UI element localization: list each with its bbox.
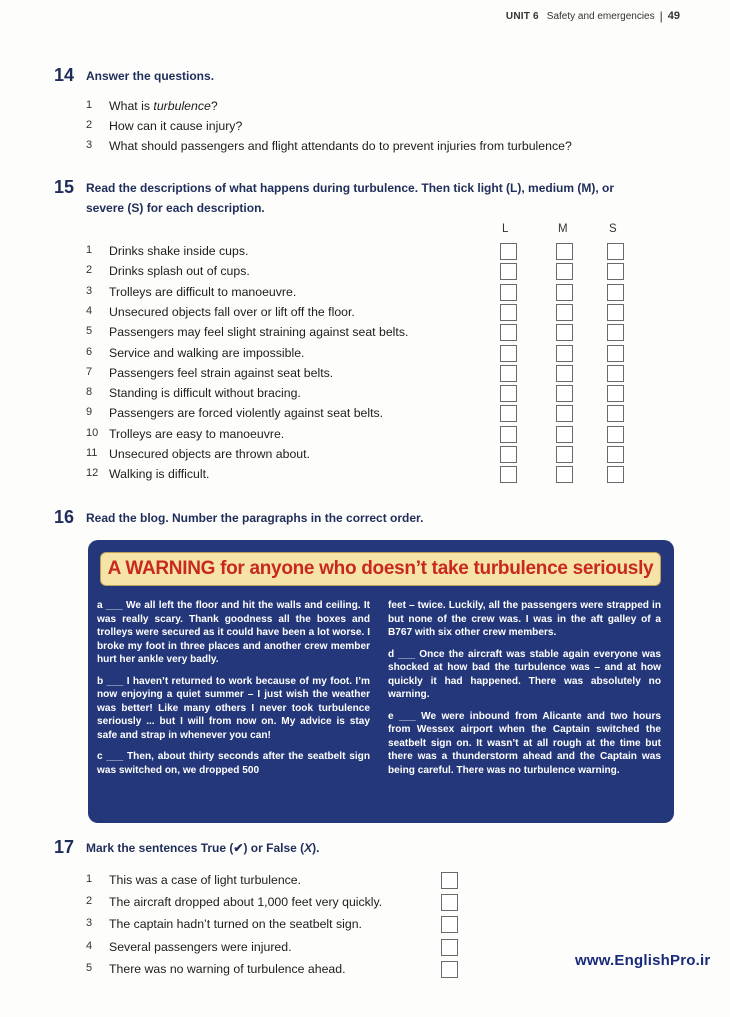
exercise-17-heading (54, 838, 320, 858)
item-number: 4 (86, 304, 93, 317)
exercise-14-heading (54, 66, 214, 86)
checkbox-medium[interactable] (556, 263, 573, 280)
item-text: Standing is difficult without bracing. (109, 386, 301, 401)
checkbox-medium[interactable] (556, 284, 573, 301)
checkbox-medium[interactable] (556, 324, 573, 341)
checkbox-light[interactable] (500, 365, 517, 382)
checkbox-severe[interactable] (607, 466, 624, 483)
description-item (86, 346, 304, 360)
cross-mark: X (304, 841, 313, 855)
header-separator: | (659, 9, 663, 23)
blog-paragraph-b: b ___ I haven’t returned to work because of my foot. I’m now enjoying a quiet summer – I just wish the weather was better! Like many others I never took turbulence seriously ... but I will from now on. My advice is stay safe and strap in whenever you can! (97, 675, 370, 741)
item-number: 5 (86, 325, 93, 338)
checkbox-severe[interactable] (607, 365, 624, 382)
checkbox-medium[interactable] (556, 304, 573, 321)
description-item (86, 244, 248, 258)
item-text: How can it cause injury? (109, 119, 243, 133)
item-number: 4 (86, 939, 93, 952)
website-watermark: www.EnglishPro.ir (575, 952, 711, 969)
blog-paragraph-a: a ___ We all left the floor and hit the walls and ceiling. It was really scary. Thank goodness all the boxes and trolleys were secured as it could have been a lot worse. I broke my foot in three places and another crew member hurt her ankle very badly. (97, 600, 370, 665)
blog-paragraph-e: e ___ We were inbound from Alicante and two hours from Wessex airport when the Captain switched the seatbelt sign on. It wasn’t at all rough at the time but there was a thunderstorm ahead and the Captain was being careful. There was no turbulence warning. (388, 710, 661, 776)
item-text: Trolleys are difficult to manoeuvre. (109, 284, 297, 299)
description-item (86, 427, 284, 441)
checkbox-medium[interactable] (556, 405, 573, 422)
blog-paragraph-d: d ___ Once the aircraft was stable again everyone was shocked at how bad the turbulence was – and at how quickly it had happened. There was absolutely no warning. (388, 648, 661, 700)
checkbox-severe[interactable] (607, 446, 624, 463)
unit-title: Safety and emergencies (546, 10, 655, 22)
tick-mark: ✔ (233, 841, 244, 855)
page-header (506, 9, 680, 23)
exercise-instruction: Read the descriptions of what happens during turbulence. Then tick light (L), medium (M), or severe (S) for each description. (86, 181, 615, 215)
item-text: Walking is difficult. (109, 467, 210, 482)
column-header-light: L (502, 223, 509, 235)
item-text: Trolleys are easy to manoeuvre. (109, 426, 285, 441)
true-false-checkbox[interactable] (441, 894, 458, 911)
description-item (86, 467, 209, 481)
item-text: This was a case of light turbulence. (109, 873, 302, 887)
checkbox-medium[interactable] (556, 385, 573, 402)
checkbox-severe[interactable] (607, 385, 624, 402)
item-number: 2 (86, 264, 93, 277)
item-number: 1 (86, 873, 93, 885)
blog-title: A WARNING for anyone who doesn’t take turbulence seriously (107, 558, 654, 579)
item-number: 3 (86, 139, 93, 151)
true-false-checkbox[interactable] (441, 961, 458, 978)
item-number: 7 (86, 365, 93, 378)
item-number: 8 (86, 386, 93, 399)
checkbox-light[interactable] (500, 446, 517, 463)
checkbox-severe[interactable] (607, 243, 624, 260)
item-text: Several passengers were injured. (109, 939, 292, 954)
checkbox-light[interactable] (500, 284, 517, 301)
exercise-15-heading (54, 178, 614, 218)
exercise-16-heading (54, 508, 423, 528)
item-text: Unsecured objects are thrown about. (109, 447, 310, 461)
item-text: What should passengers and flight attendants do to prevent injuries from turbulence? (109, 139, 572, 153)
blog-panel (88, 540, 674, 823)
page-number: 49 (667, 10, 680, 22)
unit-label: UNIT 6 (505, 10, 539, 22)
blog-paragraph-c: c ___ Then, about thirty seconds after the seatbelt sign was switched on, we dropped 500 (97, 751, 370, 776)
exercise-number: 16 (54, 507, 75, 527)
blog-right-column (388, 599, 661, 785)
statement-item (86, 962, 346, 976)
item-text: There was no warning of turbulence ahead. (109, 961, 346, 976)
item-text: Passengers may feel slight straining against seat belts. (109, 325, 409, 340)
exercise-instruction: Mark the sentences True (✔) or False (X). (86, 841, 320, 855)
item-text: The aircraft dropped about 1,000 feet very quickly. (109, 895, 383, 910)
item-number: 6 (86, 345, 93, 358)
blog-paragraph-c-continued: feet – twice. Luckily, all the passengers were strapped in but none of the crew was. I was in the aft galley of a B767 with six other crew members. (388, 600, 661, 638)
checkbox-light[interactable] (500, 426, 517, 443)
description-item (86, 305, 355, 319)
item-number: 1 (86, 99, 93, 111)
checkbox-light[interactable] (500, 263, 517, 280)
statement-item (86, 940, 292, 954)
checkbox-severe[interactable] (607, 304, 624, 321)
checkbox-severe[interactable] (607, 405, 624, 422)
true-false-checkbox[interactable] (441, 916, 458, 933)
checkbox-severe[interactable] (607, 426, 624, 443)
item-number: 10 (86, 426, 99, 439)
checkbox-light[interactable] (500, 324, 517, 341)
question-item (86, 139, 572, 153)
checkbox-severe[interactable] (607, 345, 624, 362)
checkbox-severe[interactable] (607, 263, 624, 280)
true-false-checkbox[interactable] (441, 939, 458, 956)
checkbox-light[interactable] (500, 304, 517, 321)
description-item (86, 264, 250, 278)
item-number: 1 (86, 244, 93, 256)
checkbox-light[interactable] (500, 405, 517, 422)
item-number: 11 (86, 447, 98, 459)
checkbox-medium[interactable] (556, 446, 573, 463)
item-text: Service and walking are impossible. (109, 345, 305, 360)
blog-left-column (97, 599, 370, 785)
checkbox-light[interactable] (500, 243, 517, 260)
description-item (86, 386, 301, 400)
checkbox-medium[interactable] (556, 345, 573, 362)
question-item (86, 99, 218, 113)
item-text: Drinks shake inside cups. (109, 244, 249, 258)
checkbox-medium[interactable] (556, 466, 573, 483)
statement-item (86, 895, 382, 909)
item-number: 12 (86, 467, 99, 480)
description-item (86, 325, 408, 339)
item-text: Drinks splash out of cups. (109, 264, 250, 279)
statement-item (86, 873, 301, 887)
checkbox-light[interactable] (500, 466, 517, 483)
item-text: What is turbulence? (109, 99, 218, 113)
item-text: Passengers feel strain against seat belts. (109, 365, 334, 380)
exercise-number: 17 (54, 837, 75, 857)
column-header-severe: S (609, 223, 617, 235)
checkbox-medium[interactable] (556, 365, 573, 382)
checkbox-light[interactable] (500, 345, 517, 362)
blog-title-banner (100, 552, 661, 586)
item-number: 2 (86, 895, 93, 908)
checkbox-medium[interactable] (556, 243, 573, 260)
description-item (86, 406, 383, 420)
item-text: Passengers are forced violently against seat belts. (109, 406, 384, 421)
description-item (86, 285, 296, 299)
true-false-checkbox[interactable] (441, 872, 458, 889)
description-item (86, 366, 333, 380)
checkbox-severe[interactable] (607, 284, 624, 301)
item-number: 9 (86, 406, 93, 419)
column-header-medium: M (558, 223, 568, 235)
exercise-instruction: Answer the questions. (86, 69, 215, 83)
exercise-number: 14 (54, 65, 75, 85)
question-item (86, 119, 242, 133)
item-number: 5 (86, 961, 93, 974)
description-item (86, 447, 310, 461)
item-number: 3 (86, 284, 93, 297)
item-number: 3 (86, 917, 93, 930)
checkbox-severe[interactable] (607, 324, 624, 341)
item-text: The captain hadn’t turned on the seatbelt sign. (109, 917, 362, 932)
item-text: Unsecured objects fall over or lift off the floor. (109, 304, 355, 319)
item-number: 2 (86, 119, 93, 131)
exercise-number: 15 (54, 177, 75, 197)
exercise-instruction: Read the blog. Number the paragraphs in the correct order. (86, 511, 424, 525)
checkbox-medium[interactable] (556, 426, 573, 443)
statement-item (86, 917, 362, 931)
checkbox-light[interactable] (500, 385, 517, 402)
